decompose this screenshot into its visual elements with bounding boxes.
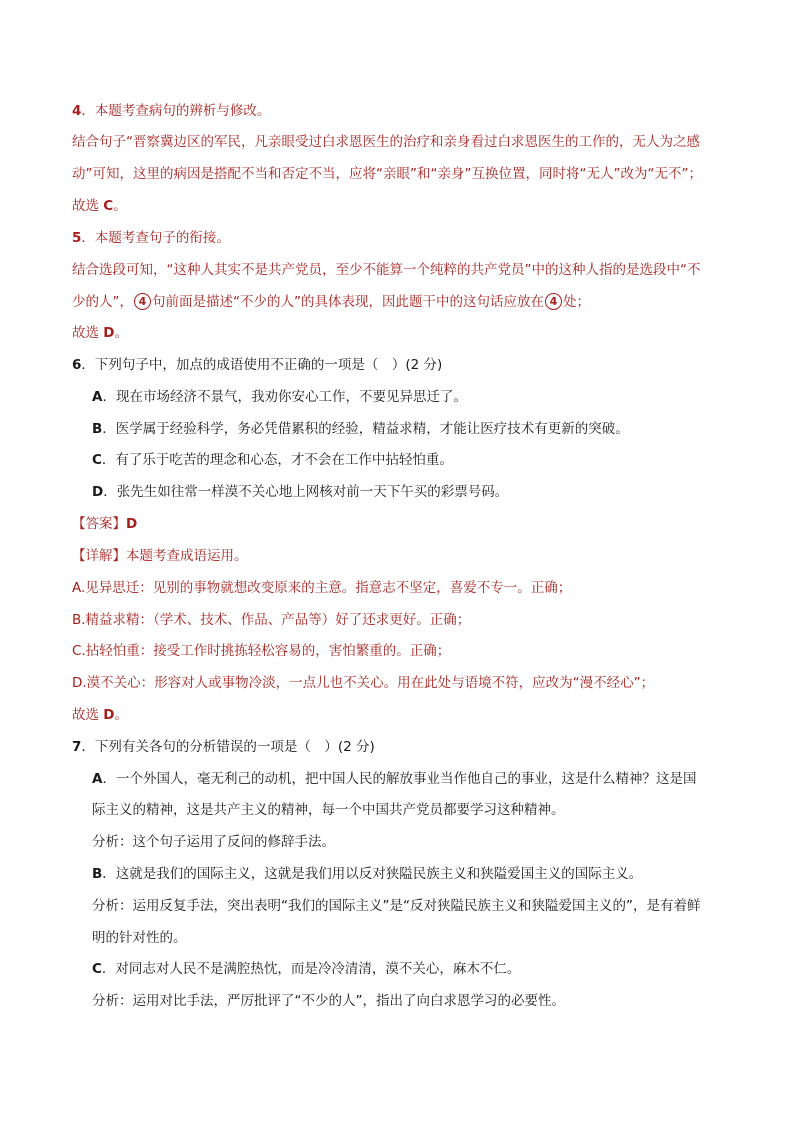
q7-option-a-line-2: 际主义的精神，这是共产主义的精神，每一个中国共产党员都要学习这种精神。	[92, 802, 565, 818]
q6-detail-c: C.拈轻怕重：接受工作时挑拣轻松容易的，害怕繁重的。正确；	[72, 643, 451, 659]
q6-option-a: A．现在市场经济不景气，我劝你安心工作，不要见异思迁了。	[92, 389, 467, 405]
q6-choose: 故选 D。	[72, 707, 129, 723]
q7-option-c-analysis: 分析：运用对比手法，严厉批评了“不少的人”，指出了向白求恩学习的必要性。	[92, 993, 565, 1009]
q4-choose: 故选 C。	[72, 198, 127, 214]
q5-explain-line-1: 结合选段可知，“这种人其实不是共产党员，至少不能算一个纯粹的共产党员”中的这种人指的是选段中“不	[72, 262, 701, 278]
q7-option-b-analysis-line-1: 分析：运用反复手法，突出表明“我们的国际主义”是“反对狭隘民族主义和狭隘爱国主义的”，是有着鲜	[92, 898, 701, 914]
q7-option-a-analysis: 分析：这个句子运用了反问的修辞手法。	[92, 834, 335, 850]
q6-answer: 【答案】D	[72, 516, 138, 532]
q6-detail-d: D.漠不关心：形容对人或事物冷淡，一点儿也不关心。用在此处与语境不符，应改为“漫不经心”；	[72, 675, 655, 691]
q5-heading: 5．本题考查句子的衔接。	[72, 230, 230, 246]
q6-option-d: D．张先生如往常一样漠不关心地上网核对前一天下午买的彩票号码。	[92, 484, 509, 500]
q6-detail-a: A.见异思迁：见别的事物就想改变原来的主意。指意志不坚定，喜爱不专一。正确；	[72, 580, 572, 596]
q6-option-b: B．医学属于经验科学，务必凭借累积的经验，精益求精，才能让医疗技术有更新的突破。	[92, 421, 629, 437]
q4-explain-line-2: 动”可知，这里的病因是搭配不当和否定不当，应将“亲眼”和“亲身”互换位置，同时将“无人”改为“无不”；	[72, 166, 702, 182]
q7-option-c: C．对同志对人民不是满腔热忱，而是冷冷清清，漠不关心，麻木不仁。	[92, 961, 521, 977]
q5-choose: 故选 D。	[72, 325, 129, 341]
q7-option-b: B．这就是我们的国际主义，这就是我们用以反对狭隘民族主义和狭隘爱国主义的国际主义。	[92, 866, 643, 882]
q6-option-c: C．有了乐于吃苦的理念和心态，才不会在工作中拈轻怕重。	[92, 452, 453, 468]
q6-detail-intro: 【详解】本题考查成语运用。	[72, 548, 248, 564]
q5-explain-line-2: 少的人”， 4 句前面是描述“不少的人”的具体表现，因此题干中的这句话应放在 4 处；	[72, 294, 590, 310]
q7-option-a-line-1: A．一个外国人，毫无利己的动机，把中国人民的解放事业当作他自己的事业，这是什么精神？这是国	[92, 771, 697, 787]
q4-explain-line-1: 结合句子“晋察冀边区的军民，凡亲眼受过白求恩医生的治疗和亲身看过白求恩医生的工作的，无人为之感	[72, 134, 700, 150]
q4-heading: 4．本题考查病句的辨析与修改。	[72, 103, 271, 119]
q7-option-b-analysis-line-2: 明的针对性的。	[92, 930, 187, 946]
circled-number-4: 4	[134, 293, 151, 310]
q7-stem: 7．下列有关各句的分析错误的一项是（ ）(2 分)	[72, 739, 375, 755]
q6-stem: 6．下列句子中，加点的成语使用不正确的一项是（ ）(2 分)	[72, 357, 443, 373]
q6-detail-b: B.精益求精：（学术、技术、作品、产品等）好了还求更好。正确；	[72, 612, 471, 628]
circled-number-4: 4	[545, 293, 562, 310]
